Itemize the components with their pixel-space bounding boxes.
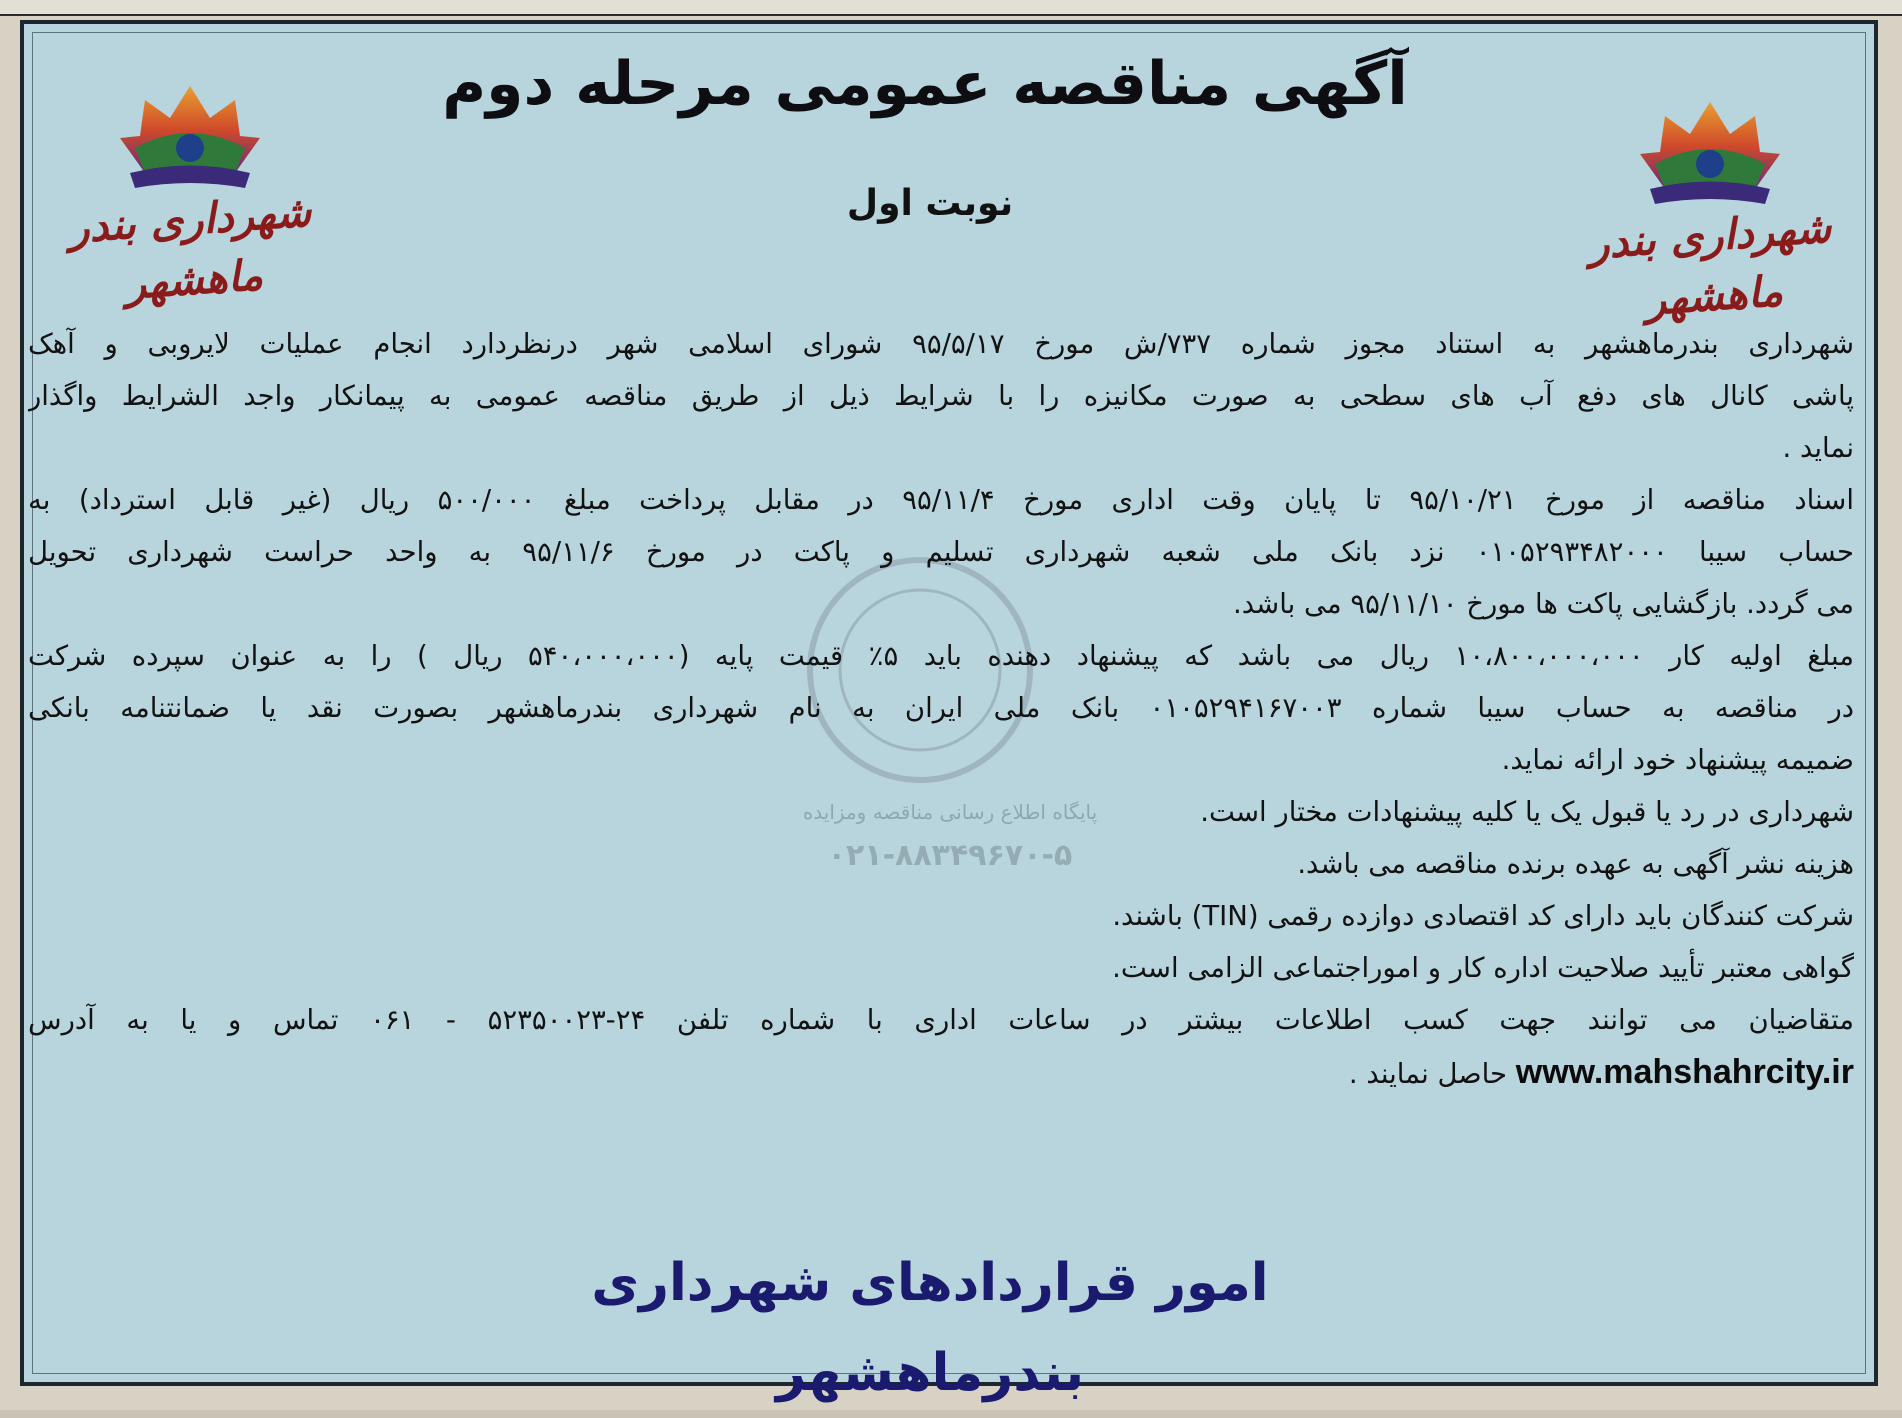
footer-signature: امور قراردادهای شهرداری بندرماهشهر <box>591 1253 1269 1403</box>
body-line-3: نماید . <box>1782 432 1854 464</box>
body-line-8: در مناقصه به حساب سیبا شماره ۰۱۰۵۲۹۴۱۶۷۰۰۳ بانک ملی ایران به نام شهرداری بندرماهشهر بصورت نقد یا ضمانتنامه بانکی <box>28 692 1854 724</box>
watermark-text-2: ۰۲۱-۸۸۳۴۹۶۷۰-۵ <box>827 838 1073 873</box>
body-line-9: ضمیمه پیشنهاد خود ارائه نماید. <box>1501 744 1854 776</box>
body-line-12: شرکت کنندگان باید دارای کد اقتصادی دوازده رقمی (TIN) باشند. <box>1112 900 1854 932</box>
watermark-text-1: پایگاه اطلاع رسانی مناقصه ومزایده <box>802 800 1098 824</box>
lotus-sunrise-icon <box>115 78 265 193</box>
body-line-6: می گردد. بازگشایی پاکت ها مورخ ۹۵/۱۱/۱۰ می باشد. <box>1232 588 1854 620</box>
body-line-11: هزینه نشر آگهی به عهده برنده مناقصه می باشد. <box>1297 848 1854 880</box>
top-strip <box>0 0 1902 16</box>
body-line-10: شهرداری در رد یا قبول یک یا کلیه پیشنهادات مختار است. <box>1200 796 1854 828</box>
body-line-2: پاشی کانال های دفع آب های سطحی به صورت مکانیزه را با شرایط ذیل از طریق مناقصه عمومی به پیمانکار واجد الشرایط واگذار <box>28 380 1854 412</box>
body-line-7: مبلغ اولیه کار ۱۰،۸۰۰،۰۰۰،۰۰۰ ریال می باشد که پیشنهاد دهنده باید ۵٪ قیمت پایه (۵۴۰،۰۰۰،۰۰۰ ریال ) را به عنوان سپرده شرکت <box>28 640 1854 672</box>
body-line-15 <box>28 1046 1854 1100</box>
notice-title: آگهی مناقصه عمومی مرحله دوم <box>442 49 1408 119</box>
notice-body <box>28 318 1854 1148</box>
notice-subtitle: نوبت اول <box>846 183 1014 224</box>
body-line-15-text: حاصل نمایند . <box>1348 1058 1508 1090</box>
logo-right <box>1560 94 1860 325</box>
logo-left <box>40 78 340 309</box>
body-line-14: متقاضیان می توانند جهت کسب اطلاعات بیشتر در ساعات اداری با شماره تلفن ۲۴-۵۲۳۵۰۰۲۳ - ۰۶۱ تماس و یا به آدرس <box>28 1004 1854 1036</box>
body-line-4: اسناد مناقصه از مورخ ۹۵/۱۰/۲۱ تا پایان وقت اداری مورخ ۹۵/۱۱/۴ در مقابل پرداخت مبلغ ۵۰۰/۰۰۰ ریال (غیر قابل استرداد) به <box>28 484 1854 516</box>
logo-left-text: شهرداری بندر ماهشهر <box>67 186 313 309</box>
body-line-5: حساب سیبا ۰۱۰۵۲۹۳۴۸۲۰۰۰ نزد بانک ملی شعبه شهرداری تسلیم و پاکت در مورخ ۹۵/۱۱/۶ به واحد حراست شهرداری تحویل <box>28 536 1854 568</box>
logo-right-text: شهرداری بندر ماهشهر <box>1587 202 1833 325</box>
body-line-13: گواهی معتبر تأیید صلاحیت اداره کار و اموراجتماعی الزامی است. <box>1112 952 1854 984</box>
website-link[interactable]: www.mahshahrcity.ir <box>1515 1053 1854 1091</box>
lotus-sunrise-icon <box>1635 94 1785 209</box>
body-line-1: شهرداری بندرماهشهر به استناد مجوز شماره ۷۳۷/ش مورخ ۹۵/۵/۱۷ شورای اسلامی شهر درنظردارد انجام عملیات لایروبی و آهک <box>28 328 1854 360</box>
